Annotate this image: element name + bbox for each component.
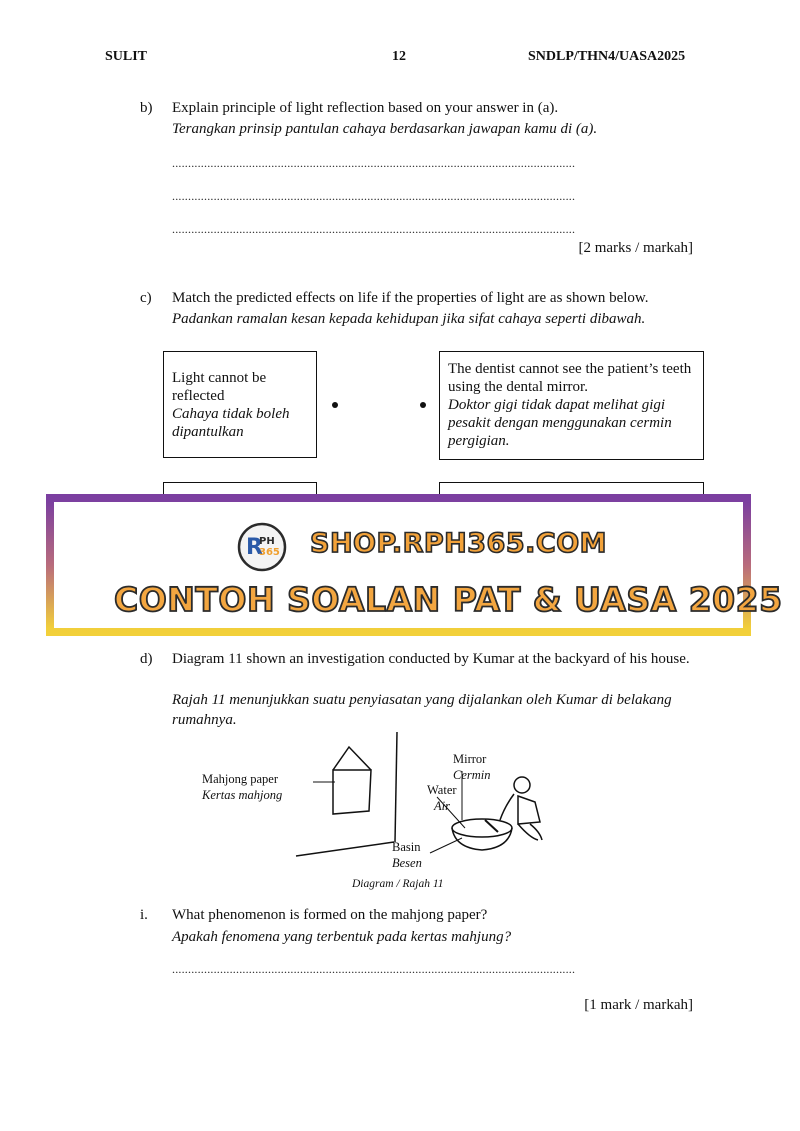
svg-text:365: 365: [259, 547, 280, 558]
question-c-text-en: Match the predicted effects on life if the properties of light are as shown below.: [172, 290, 649, 306]
answer-line[interactable]: ..............................................................................................................................: [172, 962, 576, 976]
answer-line[interactable]: ..............................................................................................................................: [172, 156, 576, 170]
match-dot-left[interactable]: [332, 402, 338, 408]
question-c-label: c): [140, 290, 152, 306]
header-sulit: SULIT: [105, 49, 148, 64]
question-d-text-ms: Rajah 11 menunjukkan suatu penyiasatan yang dijalankan oleh Kumar di belakang rumahnya.: [172, 692, 672, 728]
label-basin-en: Basin: [392, 840, 421, 854]
label-mahjong-ms: Kertas mahjong: [202, 788, 283, 802]
answer-line[interactable]: ..............................................................................................................................: [172, 222, 576, 236]
promo-banner: [46, 494, 783, 636]
label-mahjong-en: Mahjong paper: [202, 772, 279, 786]
question-d-label: d): [140, 651, 153, 667]
question-d-i-label: i.: [140, 907, 148, 923]
svg-text:PH: PH: [259, 536, 275, 547]
diagram-caption: Diagram / Rajah 11: [352, 878, 444, 890]
label-basin-ms: Besen: [392, 856, 422, 870]
question-b-marks: [2 marks / markah]: [578, 240, 693, 256]
label-water-ms: Air: [434, 799, 450, 813]
answer-line[interactable]: ..............................................................................................................................: [172, 189, 576, 203]
match-right-text-en: The dentist cannot see the patient’s teeth using the dental mirror.: [448, 361, 692, 395]
question-b-text-en: Explain principle of light reflection based on your answer in (a).: [172, 100, 559, 116]
document-code: SNDLP/THN4/UASA2025: [528, 49, 686, 64]
match-dot-right[interactable]: [420, 402, 426, 408]
question-d-text-en: Diagram 11 shown an investigation conducted by Kumar at the backyard of his house.: [172, 651, 690, 667]
match-right-box: [439, 351, 704, 460]
rph365-logo-icon: [237, 522, 287, 572]
match-left-text-ms: Cahaya tidak boleh dipantulkan: [172, 406, 290, 440]
label-water-en: Water: [427, 783, 457, 797]
label-mirror-ms: Cermin: [453, 768, 491, 782]
svg-text:R: R: [246, 535, 263, 560]
question-d-i-text-en: What phenomenon is formed on the mahjong paper?: [172, 907, 488, 923]
label-mirror-en: Mirror: [453, 752, 487, 766]
diagram-11: [200, 728, 600, 903]
question-b-label: b): [140, 100, 153, 116]
match-right-text-ms: Doktor gigi tidak dapat melihat gigi pesakit dengan menggunakan cermin pergigian.: [448, 397, 672, 449]
page-number: 12: [392, 49, 406, 64]
match-left-text-en: Light cannot be reflected: [172, 370, 267, 404]
question-d-i-text-ms: Apakah fenomena yang terbentuk pada kertas mahjung?: [172, 929, 512, 945]
banner-title: CONTOH SOALAN PAT & UASA 2025: [114, 580, 783, 619]
question-b-text-ms: Terangkan prinsip pantulan cahaya berdasarkan jawapan kamu di (a).: [172, 121, 598, 137]
banner-url: SHOP.RPH365.COM: [310, 528, 608, 559]
question-c-text-ms: Padankan ramalan kesan kepada kehidupan jika sifat cahaya seperti dibawah.: [172, 311, 646, 327]
match-left-box: [163, 351, 317, 458]
question-d-i-marks: [1 mark / markah]: [584, 997, 693, 1013]
